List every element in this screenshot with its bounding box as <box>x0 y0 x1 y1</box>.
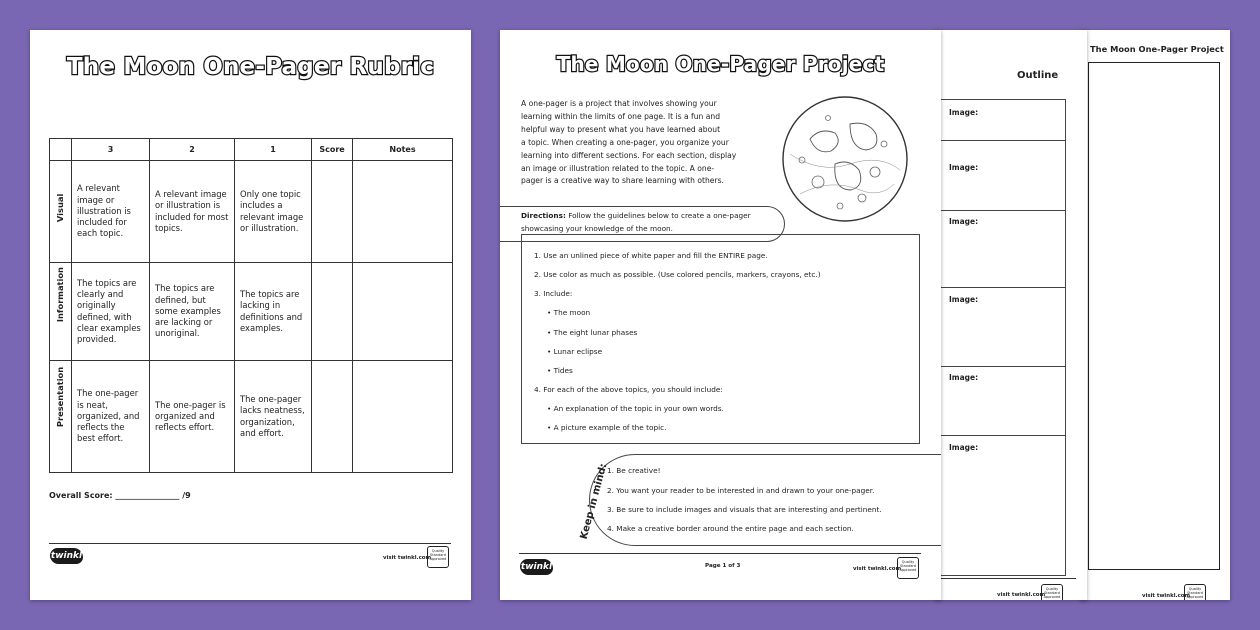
column-header: Score <box>312 139 353 161</box>
step-item: 2. Use color as much as possible. (Use colored pencils, markers, crayons, etc.) <box>534 270 821 279</box>
rubric-visit-link[interactable]: visit twinkl.com <box>383 555 432 561</box>
outline-footer-line <box>941 578 1076 579</box>
moon-illustration <box>780 94 910 224</box>
tip-item: 2. You want your reader to be interested in and drawn to your one-pager. <box>607 486 875 495</box>
intro-line: helpful way to present what you have learned about <box>521 124 721 134</box>
project-footer-line <box>519 553 921 554</box>
project-badge: Quality Standard Approved <box>897 557 919 579</box>
keep-in-mind-label: Keep in mind: <box>578 462 610 541</box>
outline-image-label: Image: <box>949 295 979 304</box>
back-page <box>1080 30 1230 600</box>
step-item: 3. Include: <box>534 289 573 298</box>
intro-line: learning into different sections. For each section, display <box>521 150 737 160</box>
step-subitem: • Lunar eclipse <box>547 347 603 356</box>
back-border-box <box>1088 62 1220 570</box>
outline-title: Outline <box>1017 70 1059 81</box>
intro-paragraph <box>521 98 771 188</box>
intro-line: A one-pager is a project that involves showing your <box>521 99 717 108</box>
row-label: Information <box>50 263 72 361</box>
rubric-table <box>49 138 453 473</box>
table-cell: A relevant image or illustration is included for most topics. <box>150 161 235 263</box>
table-cell: The one-pager is organized and reflects effort. <box>150 361 235 473</box>
table-cell: The topics are defined, but some examples are lacking or unoriginal. <box>150 263 235 361</box>
table-cell: A relevant image or illustration is included for each topic. <box>72 161 150 263</box>
intro-line: a topic. When creating a one-pager, you organize your <box>521 137 729 147</box>
score-cell[interactable] <box>312 361 353 473</box>
outline-image-label: Image: <box>949 217 979 226</box>
table-cell: The topics are clearly and originally defined, with clear examples provided. <box>72 263 150 361</box>
table-cell: The one-pager lacks neatness, organization, and effort. <box>235 361 312 473</box>
column-header: 3 <box>72 139 150 161</box>
intro-line: pager is a creative way to share learning with others. <box>521 176 724 186</box>
notes-cell[interactable] <box>353 361 453 473</box>
table-row <box>50 161 453 263</box>
column-header: Notes <box>353 139 453 161</box>
row-label: Visual <box>50 161 72 263</box>
outline-page <box>935 30 1087 600</box>
step-subitem: • The moon <box>547 308 591 317</box>
step-subitem: • A picture example of the topic. <box>547 423 667 432</box>
overall-score-label: Overall Score: ________________ /9 <box>49 491 191 500</box>
rubric-page <box>30 30 471 600</box>
table-cell: The one-pager is neat, organized, and reflects the best effort. <box>72 361 150 473</box>
directions-line2: showcasing your knowledge of the moon. <box>521 223 673 233</box>
project-visit-link[interactable]: visit twinkl.com <box>853 566 902 572</box>
tip-item: 1. Be creative! <box>607 466 661 475</box>
notes-cell[interactable] <box>353 161 453 263</box>
row-label: Presentation <box>50 361 72 473</box>
outline-image-label: Image: <box>949 108 979 117</box>
step-subitem: • An explanation of the topic in your own words. <box>547 404 724 413</box>
table-row <box>50 263 453 361</box>
outline-badge: Quality Standard Approved <box>1041 584 1063 600</box>
outline-image-label: Image: <box>949 163 979 172</box>
rubric-footer-line <box>49 543 451 544</box>
step-subitem: • Tides <box>547 366 573 375</box>
tip-item: 4. Make a creative border around the entire page and each section. <box>607 524 854 533</box>
back-page-title: The Moon One-Pager Project <box>1090 44 1224 54</box>
directions-label: Directions: <box>521 211 566 220</box>
twinkl-logo[interactable]: twinkl <box>50 548 83 564</box>
outline-image-label: Image: <box>949 373 979 382</box>
table-cell: Only one topic includes a relevant image or illustration. <box>235 161 312 263</box>
tip-item: 3. Be sure to include images and visuals that are interesting and pertinent. <box>607 505 882 514</box>
table-row <box>50 361 453 473</box>
rubric-header-row <box>50 139 453 161</box>
directions-text <box>521 210 751 235</box>
intro-line: an image or illustration related to the topic. A one- <box>521 163 715 173</box>
notes-cell[interactable] <box>353 263 453 361</box>
rubric-title: The Moon One-Pager Rubric <box>66 54 435 80</box>
step-item: 4. For each of the above topics, you should include: <box>534 385 723 394</box>
page-number: Page 1 of 3 <box>705 563 741 569</box>
column-header: 2 <box>150 139 235 161</box>
back-badge: Quality Standard Approved <box>1184 584 1206 600</box>
table-cell: The topics are lacking in definitions and examples. <box>235 263 312 361</box>
outline-visit-link[interactable]: visit twinkl.com <box>997 592 1046 598</box>
directions-line1: Follow the guidelines below to create a one-pager <box>565 211 751 220</box>
score-cell[interactable] <box>312 263 353 361</box>
project-title: The Moon One-Pager Project <box>556 52 885 76</box>
project-page <box>500 30 941 600</box>
rubric-badge: Quality Standard Approved <box>427 546 449 568</box>
intro-line: learning within the limits of one page. It is a fun and <box>521 111 721 121</box>
outline-image-label: Image: <box>949 443 979 452</box>
twinkl-logo[interactable]: twinkl <box>520 559 553 575</box>
back-visit-link[interactable]: visit twinkl.com <box>1142 593 1191 599</box>
step-subitem: • The eight lunar phases <box>547 328 638 337</box>
column-header: 1 <box>235 139 312 161</box>
step-item: 1. Use an unlined piece of white paper and fill the ENTIRE page. <box>534 251 768 260</box>
score-cell[interactable] <box>312 161 353 263</box>
